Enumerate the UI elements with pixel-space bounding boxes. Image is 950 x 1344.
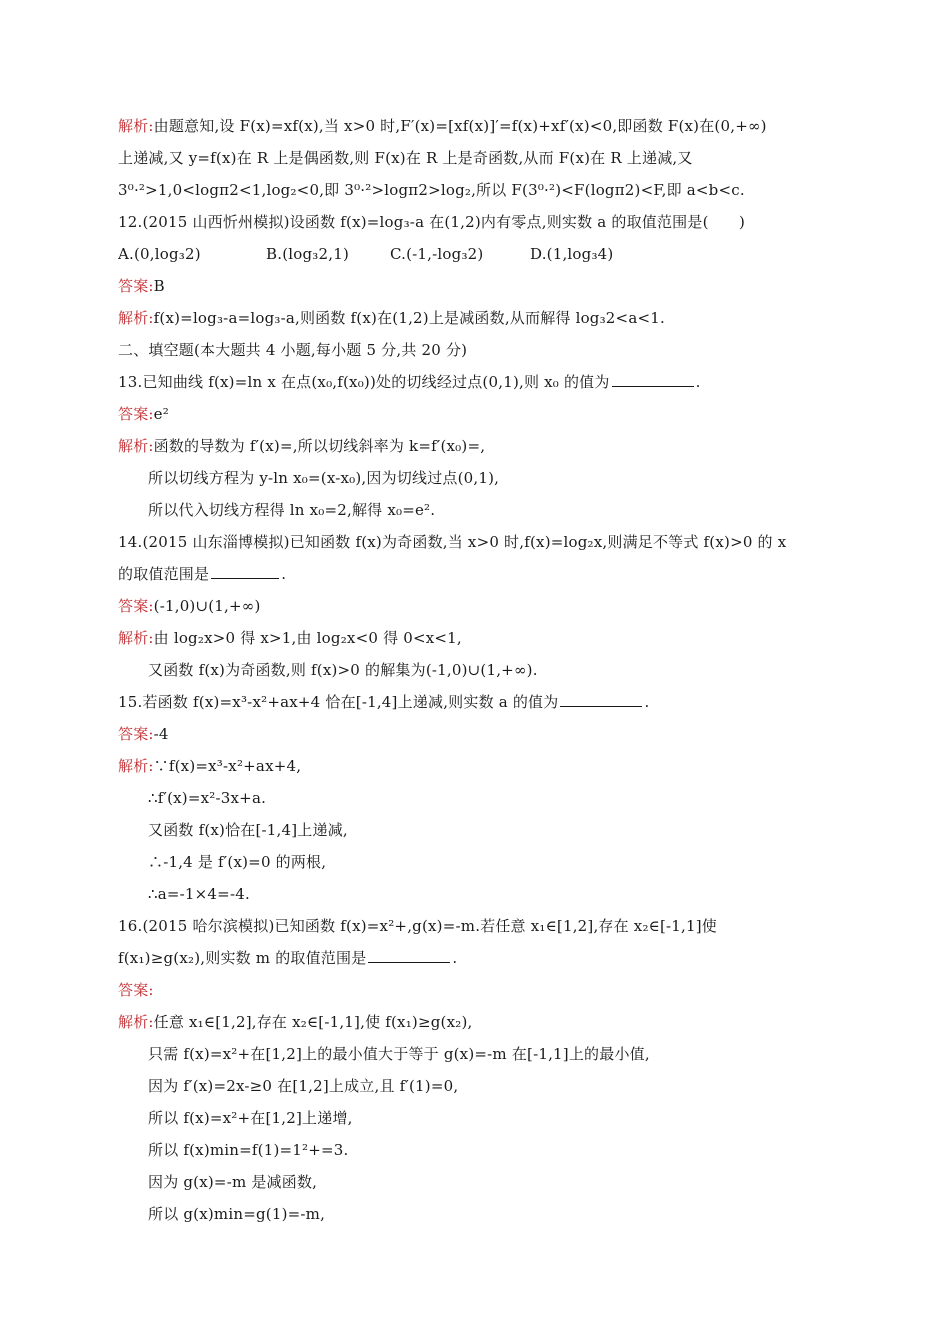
- solution-16-line-6: 因为 g(x)=-m 是减函数,: [148, 1173, 318, 1191]
- solution-15-line-4: ∴-1,4 是 f′(x)=0 的两根,: [148, 853, 327, 871]
- answer-blank: [368, 948, 450, 963]
- solution-16-line-4: 所以 f(x)=x²+在[1,2]上递增,: [148, 1109, 353, 1127]
- solution-label: 解析:: [118, 629, 154, 647]
- solution-11-line-2: 上递减,又 y=f(x)在 R 上是偶函数,则 F(x)在 R 上是奇函数,从而 F(x)在 R 上递减,又: [118, 149, 693, 167]
- solution-12: 解析:f(x)=log₃-a=log₃-a,则函数 f(x)在(1,2)上是减函数,从而解得 log₃2<a<1.: [118, 309, 665, 327]
- answer-label: 答案:: [118, 405, 154, 423]
- solution-15-line-5: ∴a=-1×4=-4.: [148, 885, 250, 903]
- section-heading: 二、填空题(本大题共 4 小题,每小题 5 分,共 20 分): [118, 341, 468, 359]
- question-14-line-1: 14.(2015 山东淄博模拟)已知函数 f(x)为奇函数,当 x>0 时,f(x)=log₂x,则满足不等式 f(x)>0 的 x: [118, 533, 787, 551]
- answer-14: 答案:(-1,0)∪(1,+∞): [118, 597, 261, 615]
- answer-16: [118, 980, 154, 1000]
- solution-16-line-7: 所以 g(x)min=g(1)=-m,: [148, 1205, 326, 1223]
- solution-16-line-2: 只需 f(x)=x²+在[1,2]上的最小值大于等于 g(x)=-m 在[-1,1]上的最小值,: [148, 1045, 650, 1063]
- solution-label: 解析:: [118, 437, 154, 455]
- solution-label: 解析:: [118, 1013, 154, 1031]
- answer-13: 答案:e²: [118, 405, 169, 423]
- solution-13-line-2: 所以切线方程为 y-ln x₀=(x-x₀),因为切线过点(0,1),: [148, 469, 500, 487]
- answer-blank: [612, 372, 694, 387]
- solution-label: 解析:: [118, 309, 154, 327]
- solution-15-line-1: 解析:∵f(x)=x³-x²+ax+4,: [118, 757, 302, 775]
- question-12-options: [118, 244, 613, 264]
- answer-label: 答案:: [118, 981, 154, 999]
- answer-15: 答案:-4: [118, 725, 169, 743]
- solution-11-line-3: 3⁰·²>1,0<logπ2<1,log₂<0,即 3⁰·²>logπ2>log₂,所以 F(3⁰·²)<F(logπ2)<F,即 a<b<c.: [118, 181, 745, 199]
- solution-16-line-1: 解析:任意 x₁∈[1,2],存在 x₂∈[-1,1],使 f(x₁)≥g(x₂),: [118, 1013, 473, 1031]
- answer-blank: [211, 564, 279, 579]
- answer-blank: [560, 692, 642, 707]
- solution-15-line-3: 又函数 f(x)恰在[-1,4]上递减,: [148, 821, 348, 839]
- question-14-line-2: 的取值范围是 .: [118, 565, 287, 583]
- solution-16-line-5: 所以 f(x)min=f(1)=1²+=3.: [148, 1141, 349, 1159]
- option-d: D.(1,log₃4): [530, 245, 614, 263]
- question-15: 15.若函数 f(x)=x³-x²+ax+4 恰在[-1,4]上递减,则实数 a 的值为 .: [118, 693, 650, 711]
- solution-13-line-1: 解析:函数的导数为 f′(x)=,所以切线斜率为 k=f′(x₀)=,: [118, 437, 486, 455]
- option-c: C.(-1,-log₃2): [390, 245, 484, 263]
- solution-14-line-1: 解析:由 log₂x>0 得 x>1,由 log₂x<0 得 0<x<1,: [118, 629, 462, 647]
- answer-label: 答案:: [118, 597, 154, 615]
- question-16-line-2: f(x₁)≥g(x₂),则实数 m 的取值范围是 .: [118, 949, 458, 967]
- question-13: 13.已知曲线 f(x)=ln x 在点(x₀,f(x₀))处的切线经过点(0,1),则 x₀ 的值为 .: [118, 373, 701, 391]
- option-a: A.(0,log₃2): [118, 245, 201, 263]
- solution-11-line-1: 解析:由题意知,设 F(x)=xf(x),当 x>0 时,F′(x)=[xf(x)]′=f(x)+xf′(x)<0,即函数 F(x)在(0,+∞): [118, 117, 767, 135]
- answer-label: 答案:: [118, 277, 154, 295]
- solution-16-line-3: 因为 f′(x)=2x-≥0 在[1,2]上成立,且 f′(1)=0,: [148, 1077, 459, 1095]
- answer-label: 答案:: [118, 725, 154, 743]
- solution-13-line-3: 所以代入切线方程得 ln x₀=2,解得 x₀=e².: [148, 501, 436, 519]
- solution-15-line-2: ∴f′(x)=x²-3x+a.: [148, 789, 267, 807]
- answer-12: 答案:B: [118, 277, 165, 295]
- solution-label: 解析:: [118, 117, 154, 135]
- solution-label: 解析:: [118, 757, 154, 775]
- question-16-line-1: 16.(2015 哈尔滨模拟)已知函数 f(x)=x²+,g(x)=-m.若任意 x₁∈[1,2],存在 x₂∈[-1,1]使: [118, 917, 718, 935]
- question-12: 12.(2015 山西忻州模拟)设函数 f(x)=log₃-a 在(1,2)内有零点,则实数 a 的取值范围是( ): [118, 213, 746, 231]
- solution-14-line-2: 又函数 f(x)为奇函数,则 f(x)>0 的解集为(-1,0)∪(1,+∞).: [148, 661, 538, 679]
- option-b: B.(log₃2,1): [266, 245, 349, 263]
